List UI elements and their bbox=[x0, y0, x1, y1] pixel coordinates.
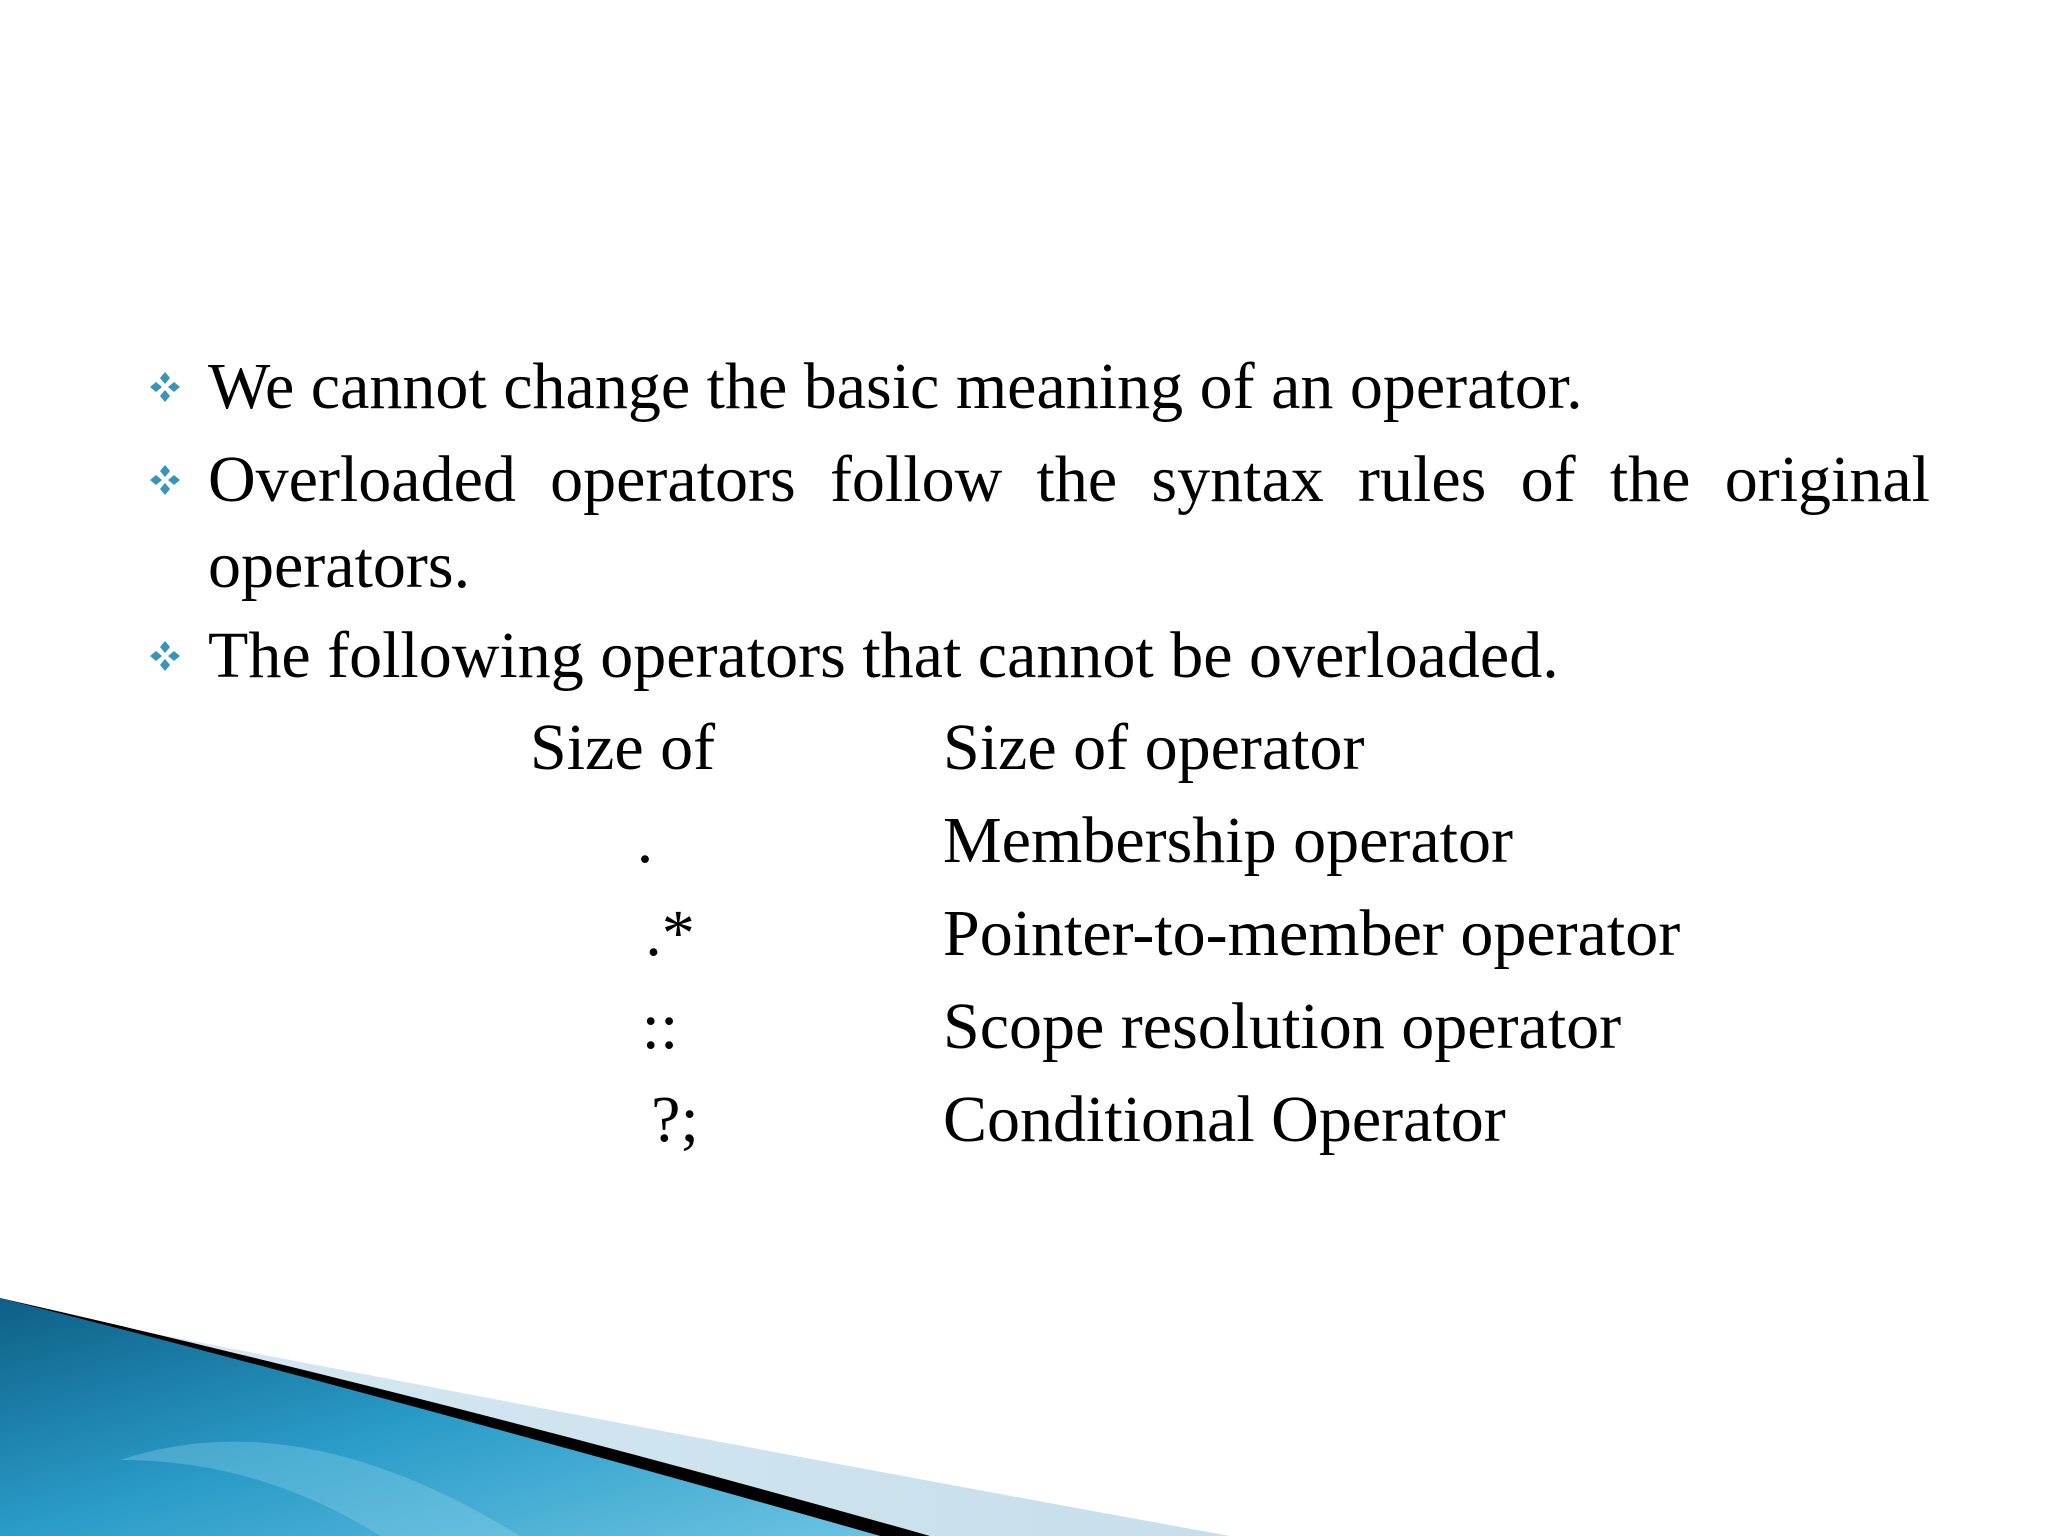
operator-description: Membership operator bbox=[943, 804, 1513, 877]
operator-symbol: . bbox=[636, 804, 654, 877]
operator-row bbox=[0, 703, 2048, 793]
operator-symbol: ?; bbox=[651, 1083, 699, 1156]
four-diamond-icon bbox=[148, 344, 208, 430]
operator-symbol: .* bbox=[645, 897, 695, 970]
bullet-item bbox=[148, 344, 1930, 430]
operator-row bbox=[0, 796, 2048, 886]
operator-description: Pointer-to-member operator bbox=[943, 897, 1681, 970]
operator-symbol: :: bbox=[641, 990, 679, 1063]
bullet-text: Overloaded operators follow the syntax rules of the original operators. bbox=[208, 443, 1930, 602]
operator-row bbox=[0, 889, 2048, 979]
bullet-item bbox=[148, 437, 1930, 609]
operator-description: Scope resolution operator bbox=[943, 990, 1622, 1063]
operator-symbol: Size of bbox=[530, 711, 716, 784]
operator-row bbox=[0, 1075, 2048, 1165]
bullet-item bbox=[148, 613, 1930, 699]
operator-row bbox=[0, 982, 2048, 1072]
operator-description: Conditional Operator bbox=[943, 1083, 1506, 1156]
bullet-text: The following operators that cannot be overloaded. bbox=[208, 619, 1559, 692]
four-diamond-icon bbox=[148, 613, 208, 699]
operator-description: Size of operator bbox=[943, 711, 1365, 784]
four-diamond-icon bbox=[148, 437, 208, 523]
bullet-text: We cannot change the basic meaning of an operator. bbox=[208, 350, 1583, 423]
